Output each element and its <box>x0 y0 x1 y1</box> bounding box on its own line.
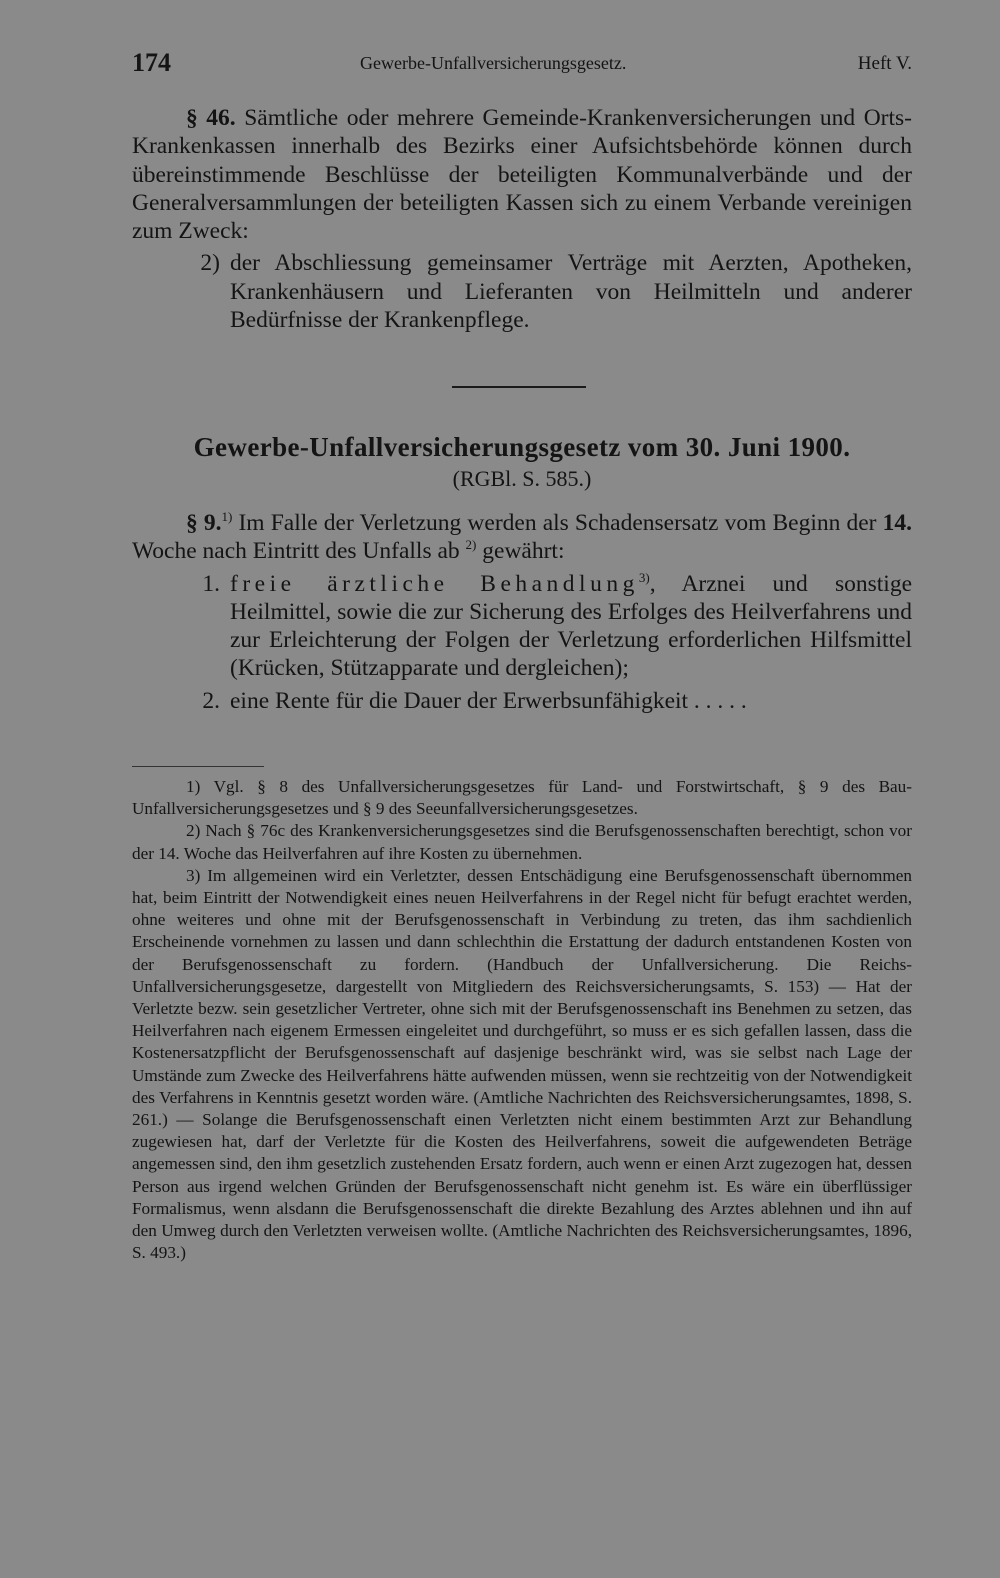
item-number: 2. <box>202 687 220 714</box>
paragraph-9-body <box>132 509 912 566</box>
paragraph-46-item-2 <box>132 249 912 334</box>
footnote-ref-3[interactable]: 3) <box>638 569 650 585</box>
footnote-1: 1) Vgl. § 8 des Unfallversicherungsgesetzes für Land- und Forstwirtschaft, § 9 des Bau-Unfallversicherungsgesetzes und § 9 des Seeunfallversicherungsgesetzes. <box>132 777 912 819</box>
item-number: 1. <box>202 570 220 597</box>
running-header <box>132 48 912 78</box>
issue-label: Heft V. <box>857 53 912 74</box>
running-title: Gewerbe-Unfallversicherungsgesetz. <box>360 53 627 73</box>
footnote-ref-1[interactable]: 1) <box>221 509 233 524</box>
paragraph-9-item-1 <box>132 570 912 683</box>
week-number: 14. <box>882 510 913 536</box>
paragraph-9-text-b: Woche nach Eintritt des Unfalls ab <box>132 538 460 565</box>
paragraph-9-text-a: Im Falle der Verletzung werden als Schadensersatz vom Beginn der <box>238 510 877 536</box>
law-citation: (RGBl. S. 585.) <box>452 466 592 491</box>
footnote-2: 2) Nach § 76c des Krankenversicherungsgesetzes sind die Berufsgenossenschaften berechtigt, schon vor der 14. Woche das Heilverfahren auf ihre Kosten zu übernehmen. <box>132 821 912 863</box>
paragraph-9 <box>132 509 912 715</box>
section-divider <box>452 386 586 388</box>
paragraph-9-text-c: gewährt: <box>482 538 565 565</box>
section-marker-46: § 46. <box>186 105 236 131</box>
item-text <box>230 570 912 683</box>
paragraph-46-body <box>132 104 912 245</box>
page-number: 174 <box>132 48 171 77</box>
emphasized-text: freie ärztliche Behandlung <box>230 570 639 597</box>
law-title: Gewerbe-Unfallversicherungsgesetz vom 30. Juni 1900. <box>193 432 851 462</box>
item-1-text: , Arznei und sonstige Heilmittel, sowie die zur Sicherung des Erfolges des Heilverfahrens und zur Erleichterung der Folgen der Verletzung erforderlichen Hilfsmittel (Krücken, Stützapparate und dergleichen); <box>230 570 912 682</box>
paragraph-46-text: Sämtliche oder mehrere Gemeinde-Krankenversicherungen und Orts-Krankenkassen innerhalb des Bezirks einer Aufsichtsbehörde können durch übereinstimmende Beschlüsse der beteiligten Kommunalverbände und der Generalversammlungen der beteiligten Kassen sich zu einem Verbande vereinigen zum Zweck: <box>132 105 913 245</box>
footnotes <box>132 776 912 1264</box>
item-text: eine Rente für die Dauer der Erwerbsunfähigkeit . . . . . <box>230 687 747 714</box>
footnote-ref-2[interactable]: 2) <box>465 537 477 553</box>
paragraph-46 <box>132 104 912 334</box>
section-marker-9: § 9. <box>186 510 222 536</box>
item-text: der Abschliessung gemeinsamer Verträge mit Aerzten, Apotheken, Krankenhäusern und Lieferanten von Heilmitteln und anderer Bedürfnisse der Krankenpflege. <box>230 250 912 334</box>
paragraph-9-item-2 <box>132 687 912 715</box>
footnote-rule <box>132 766 264 767</box>
item-number: 2) <box>200 250 220 277</box>
footnote-3: 3) Im allgemeinen wird ein Verletzter, dessen Entschädigung eine Berufsgenossenschaft übernommen hat, beim Eintritt der Notwendigkeit eines neuen Heilverfahrens in der Regel nicht für befugt erachtet werden, ohne weiteres und ohne mit der Berufsgenossenschaft in Verbindung zu treten, das ihm sachdienlich Erscheinende vornehmen zu lassen und dann schlechthin die Erstattung der dadurch entstandenen Kosten von der Berufsgenossenschaft zu fordern. (Handbuch der Unfallversicherung. Die Reichs-Unfallversicherungsgesetze, dargestellt von Mitgliedern des Reichsversicherungsamts, S. 153) — Hat der Verletzte bezw. sein gesetzlicher Vertreter, ohne sich mit der Berufsgenossenschaft ins Benehmen zu setzen, das Heilverfahren nach eigenem Ermessen eingeleitet und durchgeführt, so muss er es sich gefallen lassen, dass die Kostenersatzpflicht der Berufsgenossenschaft auf dasjenige beschränkt wird, was sie selbst nach Lage der Umstände zum Zwecke des Heilverfahrens hätte aufwenden müssen, wenn sie rechtzeitig von der Notwendigkeit des Verfahrens in Kenntnis gesetzt worden wäre. (Amtliche Nachrichten des Reichsversicherungsamtes, 1898, S. 261.) — Solange die Berufsgenossenschaft einen Verletzten nicht einem bestimmten Arzt zur Behandlung zugewiesen hat, darf der Verletzte für die Kosten des Heilverfahrens, soweit die aufgewendeten Beträge angemessen sind, den ihm gesetzlich zustehenden Ersatz fordern, auch wenn er einen Arzt zugezogen hat, dessen Person aus irgend welchen Gründen der Berufsgenossenschaft nicht genehm ist. Es wäre ein überflüssiger Formalismus, wenn alsdann die Berufsgenossenschaft die direkte Bezahlung des Arztes ablehnen und ihn auf den Umweg durch den Verletzten verweisen wollte. (Amtliche Nachrichten des Reichsversicherungsamtes, 1896, S. 493.) <box>132 865 912 1263</box>
